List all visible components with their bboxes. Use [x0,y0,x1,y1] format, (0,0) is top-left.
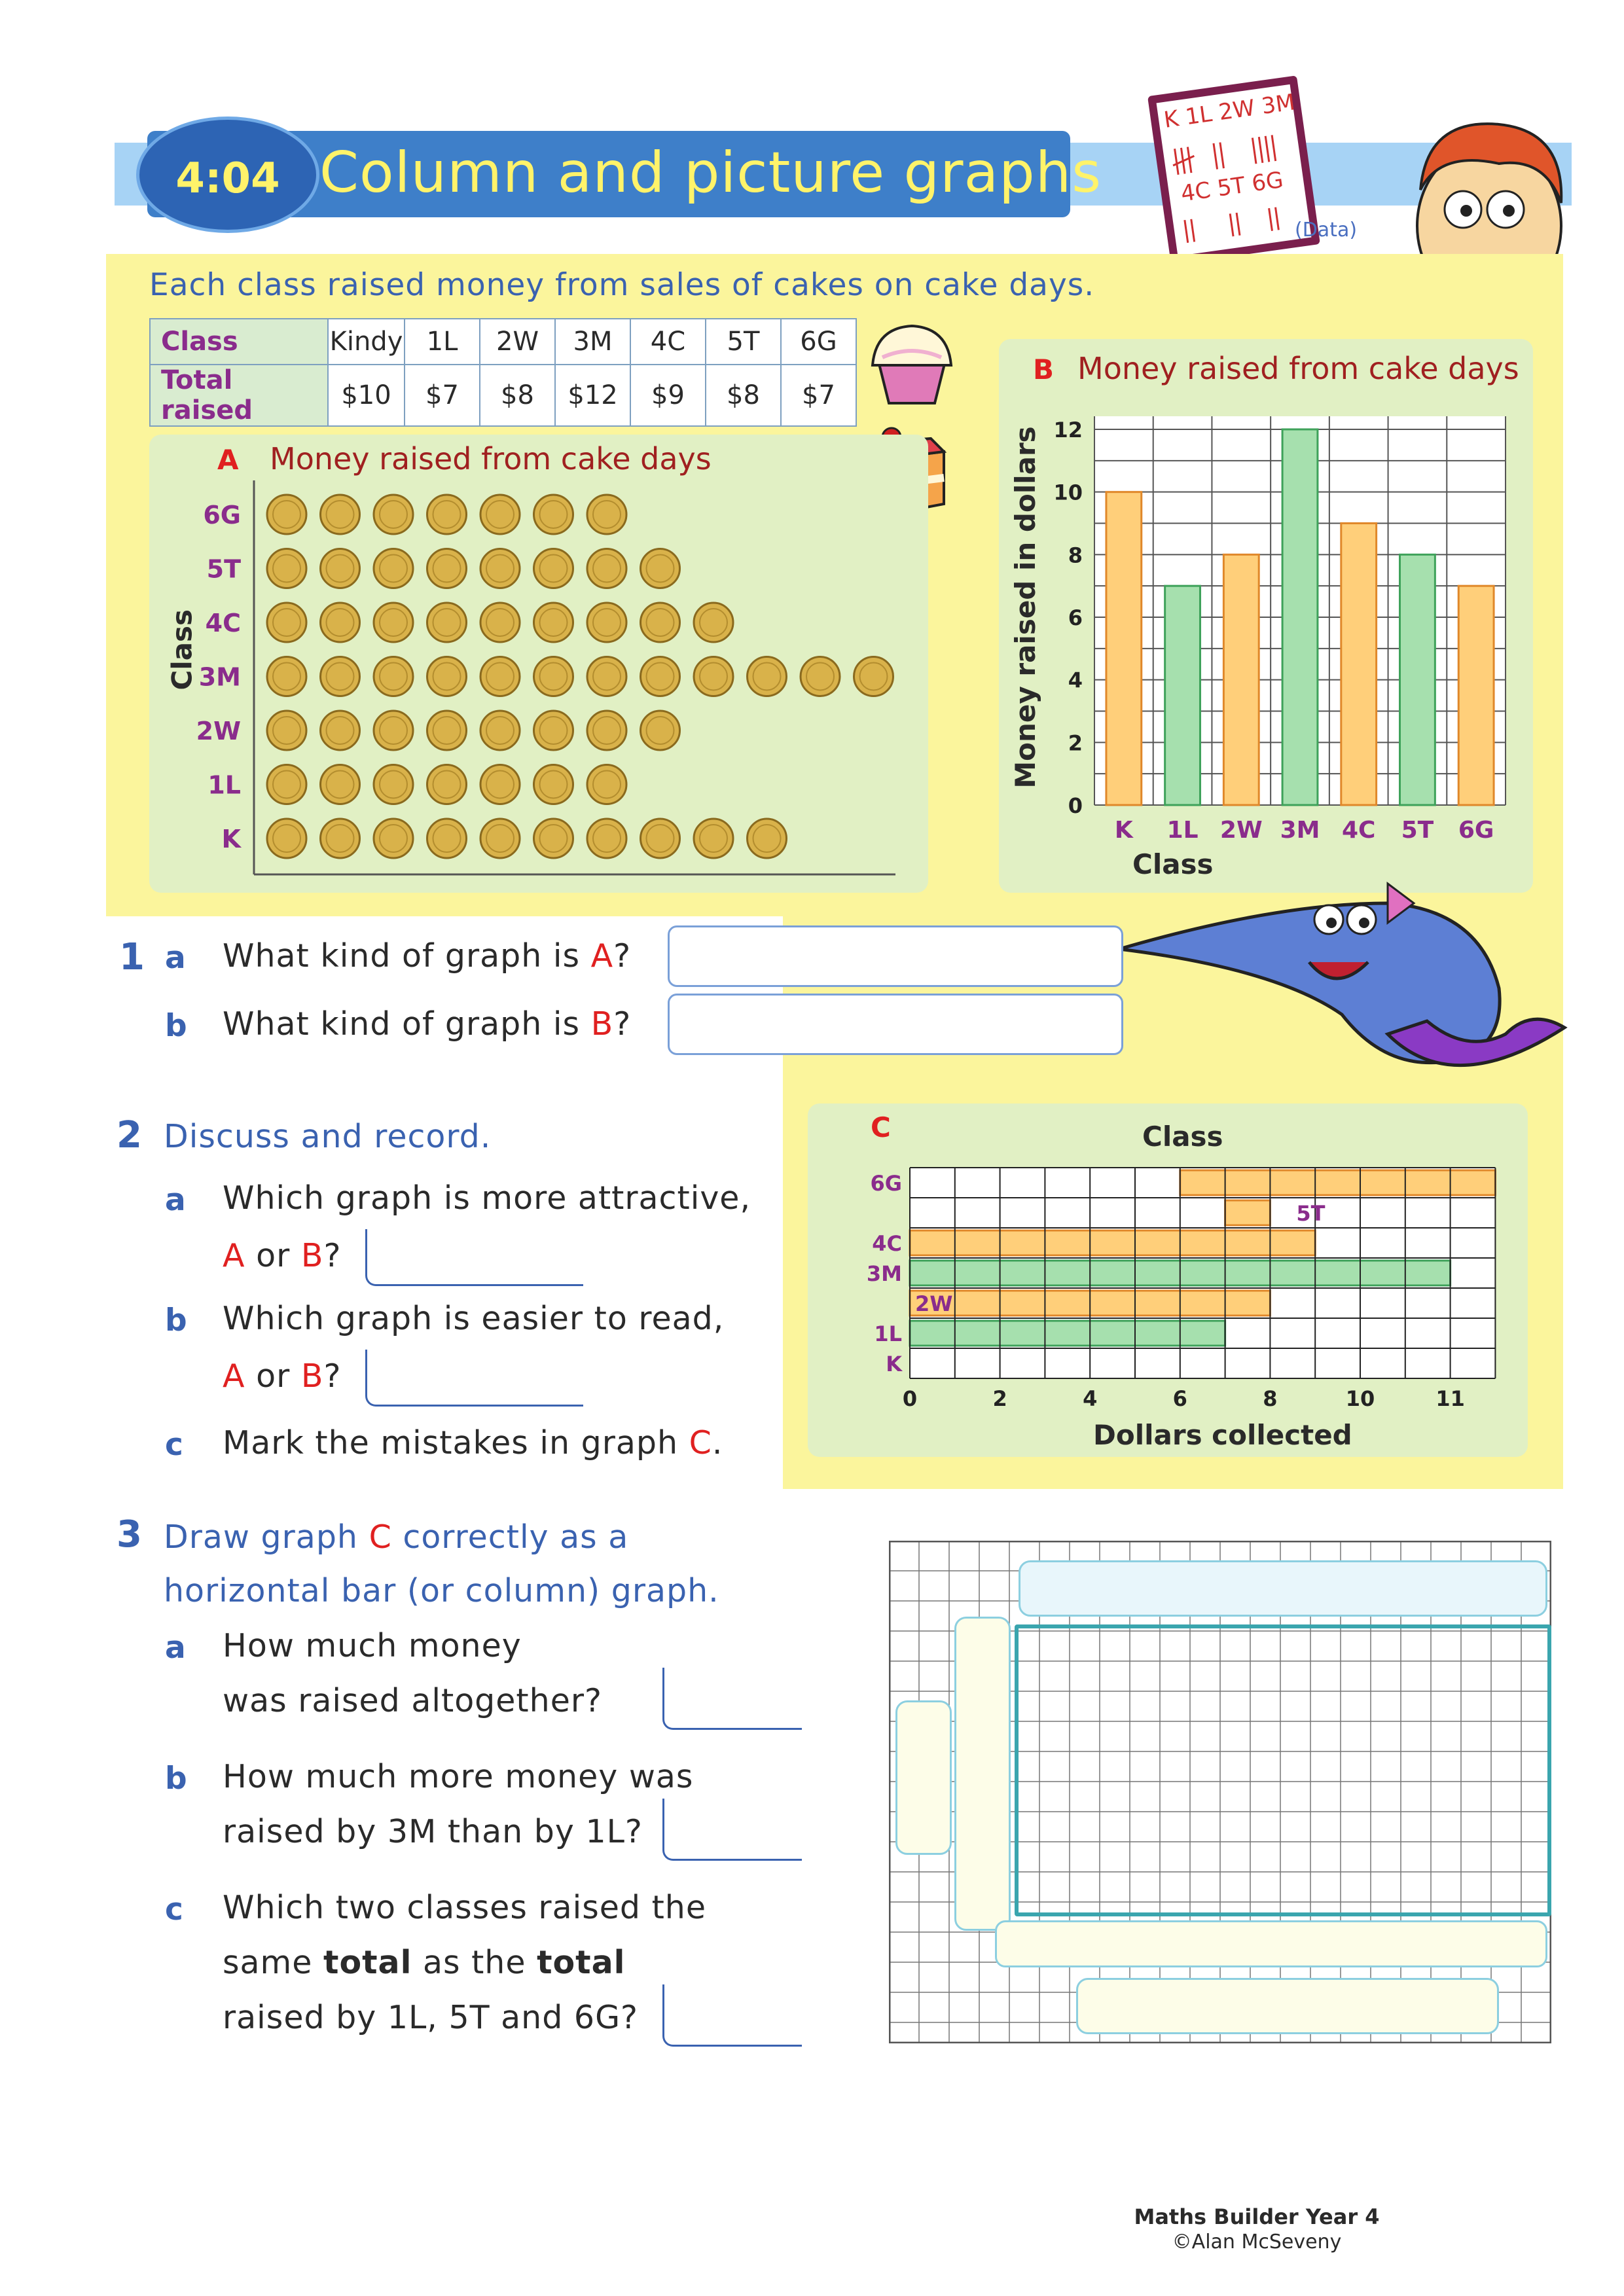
q3-heading-pre: Draw graph [164,1518,369,1556]
q2b-answer-box[interactable] [365,1350,583,1407]
q2c-pre: Mark the mistakes in graph [223,1424,689,1462]
graph-c-xtick-label: 0 [902,1386,918,1411]
grid-title-box[interactable] [1019,1560,1547,1617]
graph-b-ytick-label: 12 [1053,418,1083,442]
table-cell: $10 [328,365,405,426]
q2b-or: or [245,1357,301,1395]
table-row-label-total: Total raised [150,365,328,426]
graph-c-bar-label: 3M [866,1261,902,1286]
q2a-letter: a [165,1182,186,1218]
q2a-q: ? [323,1237,342,1274]
q3c-line3: raised by 1L, 5T and 6G? [223,1999,639,2036]
graph-b-xtick-label: 2W [1219,817,1263,844]
graph-c-title: Class [1142,1121,1223,1153]
table-cell: $12 [555,365,630,426]
q3-number: 3 [117,1513,142,1556]
tally-label-4c: 4C [1179,177,1213,207]
q3c-pre: same [223,1944,324,1981]
q3b-letter: b [165,1761,187,1797]
q2a-hl2: B [300,1237,324,1274]
graph-b-bar [1106,492,1142,805]
q1a-letter: a [165,940,186,976]
q2b-line1: Which graph is easier to read, [223,1300,725,1337]
graph-b-bar [1341,524,1377,806]
table-cell: $7 [781,365,856,426]
graph-c-bar [910,1321,1225,1346]
graph-b-xtick-label: K [1114,817,1133,844]
intro-text: Each class raised money from sales of cakes on cake days. [149,267,1095,303]
graph-b-bar [1223,554,1259,805]
graph-c-xtick-label: 2 [992,1386,1007,1411]
graph-c-xtick-label: 8 [1263,1386,1278,1411]
graph-b-ylabel: Money raised in dollars [1009,426,1041,789]
graph-b-letter: B [1033,353,1055,386]
q2b-hl1: A [223,1357,245,1395]
graph-a-letter: A [217,444,239,476]
table-cell: Kindy [328,319,405,365]
data-table [149,318,857,427]
q3-heading-line1 [164,1518,628,1556]
q3b-line2: raised by 3M than by 1L? [223,1813,643,1850]
graph-b-xtick-label: 4C [1341,817,1376,844]
strand-label: (Data) [1295,219,1358,242]
graph-b-ytick-label: 6 [1068,605,1083,630]
q1b-pre: What kind of graph is [223,1005,591,1043]
graph-b-chart [999,339,1533,893]
grid-xlabel-box[interactable] [1076,1978,1499,2034]
graph-c-bar-label: K [886,1352,902,1376]
grid-plot-area[interactable] [1015,1624,1551,1916]
graph-c-xlabel: Dollars collected [1093,1419,1352,1451]
q3a-answer-box[interactable] [662,1668,802,1730]
q1a-post: ? [613,937,632,975]
graph-a-chart [149,435,928,893]
graph-b-bar [1282,429,1318,805]
graph-a-row-label: 3M [198,662,241,692]
graph-c-bar [1225,1200,1271,1225]
q1-number: 1 [119,936,145,978]
graph-b-ytick-label: 2 [1068,730,1083,756]
q3a-letter: a [165,1630,186,1666]
table-cell: 1L [405,319,480,365]
tally-label-3m: 3M [1259,89,1297,120]
q3c-line1: Which two classes raised the [223,1889,706,1926]
q2a-line2 [223,1237,341,1274]
graph-b-ytick-label: 8 [1068,543,1083,568]
graph-b-xtick-label: 5T [1401,817,1434,844]
table-cell: $8 [706,365,781,426]
graph-c-bar-label: 6G [870,1171,902,1196]
cupcake-icon [863,318,961,410]
q3b-line1: How much more money was [223,1758,694,1795]
graph-b-xtick-label: 1L [1166,817,1199,844]
graph-b-title: Money raised from cake days [1077,351,1519,386]
q2-heading: Discuss and record. [164,1118,492,1155]
graph-b-bar [1458,586,1494,805]
q1a-pre: What kind of graph is [223,937,591,975]
tally-label-2w: 2W [1217,94,1257,126]
graph-a-row-label: 6G [203,501,241,529]
graph-b-bar [1400,554,1435,805]
q3c-line2 [223,1944,625,1981]
graph-c-bar [1180,1170,1496,1195]
q2c-post: . [712,1424,723,1462]
tally-label-6g: 6G [1250,166,1285,198]
q1b-highlight: B [590,1005,614,1043]
graph-c-xtick-label: 4 [1083,1386,1098,1411]
q3-heading-post: correctly as a [391,1518,629,1556]
graph-b-xtick-label: 3M [1280,817,1320,844]
graph-a-row-label: 4C [205,609,241,637]
footer-book: Maths Builder Year 4 [1134,2204,1380,2229]
q3c-answer-box[interactable] [662,1984,802,2047]
q2c-letter: c [165,1427,183,1463]
grid-xtick-box[interactable] [995,1920,1547,1967]
table-cell: 2W [480,319,555,365]
lesson-number: 4:04 [175,154,280,203]
q1a-answer-box[interactable] [668,925,1123,987]
stingray-cartoon-icon [1113,864,1571,1100]
graph-b-xtick-label: 6G [1458,817,1494,844]
table-cell: 3M [555,319,630,365]
table-cell: $7 [405,365,480,426]
graph-c-bar-label: 5T [1296,1201,1326,1226]
q2c-text [223,1424,723,1462]
q2c-highlight: C [689,1424,712,1462]
graph-c-bar-label: 1L [874,1321,902,1346]
q3-heading-hl: C [369,1518,392,1556]
q3a-line1: How much money [223,1627,522,1664]
q3-heading-line2: horizontal bar (or column) graph. [164,1572,719,1609]
q2b-hl2: B [300,1357,324,1395]
tally-label-5t: 5T [1216,172,1247,202]
q3a-line2: was raised altogether? [223,1682,602,1719]
q2b-letter: b [165,1302,187,1338]
tally-label-k: K [1162,105,1181,134]
graph-b-bar [1165,586,1200,805]
graph-c-letter: C [871,1111,891,1143]
tally-label-1l: 1L [1183,101,1214,131]
q1b-answer-box[interactable] [668,994,1123,1055]
graph-c-xtick-label: 10 [1345,1386,1375,1411]
q1b-text [223,1005,631,1043]
graph-b-ytick-label: 4 [1068,668,1083,693]
graph-a-title: Money raised from cake days [270,441,712,476]
table-row-label-class: Class [150,319,328,365]
graph-b-xlabel: Class [1132,848,1214,880]
footer-author: ©Alan McSeveny [1172,2231,1342,2253]
graph-a-row-label: 1L [208,770,241,800]
graph-b-ytick-label: 10 [1053,480,1083,505]
q2-number: 2 [117,1114,142,1157]
graph-c-bar-label: 2W [915,1291,953,1316]
graph-c-xtick-label: 11 [1435,1386,1465,1411]
table-cell: 6G [781,319,856,365]
table-cell: $9 [630,365,706,426]
graph-a-row-label: 5T [206,554,241,584]
grid-ylabel-box[interactable] [954,1617,1011,1931]
q2a-answer-box[interactable] [365,1229,583,1286]
graph-a-row-label: 2W [196,717,241,745]
graph-c-bar [910,1230,1315,1255]
q1a-text [223,937,631,975]
q1b-post: ? [613,1005,632,1043]
q1a-highlight: A [590,937,614,975]
q3b-answer-box[interactable] [662,1799,802,1861]
table-cell: 5T [706,319,781,365]
q2b-q: ? [323,1357,342,1395]
table-cell: $8 [480,365,555,426]
graph-c-chart [808,1103,1528,1457]
q2a-hl1: A [223,1237,245,1274]
table-cell: 4C [630,319,706,365]
graph-a-ylabel: Class [166,609,198,691]
q2a-or: or [245,1237,301,1274]
q3c-mid: as the [412,1944,537,1981]
q3c-bold2: total [537,1944,626,1981]
graph-c-bar-label: 4C [872,1231,902,1256]
grid-ytick-box[interactable] [895,1700,952,1855]
q3c-letter: c [165,1892,183,1928]
graph-b-ytick-label: 0 [1068,793,1083,818]
graph-a-row-label: K [221,825,241,853]
q3c-bold1: total [323,1944,412,1981]
page-title: Column and picture graphs [319,140,1102,206]
q1b-letter: b [165,1008,187,1044]
q2b-line2 [223,1357,341,1395]
graph-c-xtick-label: 6 [1172,1386,1187,1411]
q2a-line1: Which graph is more attractive, [223,1179,751,1217]
